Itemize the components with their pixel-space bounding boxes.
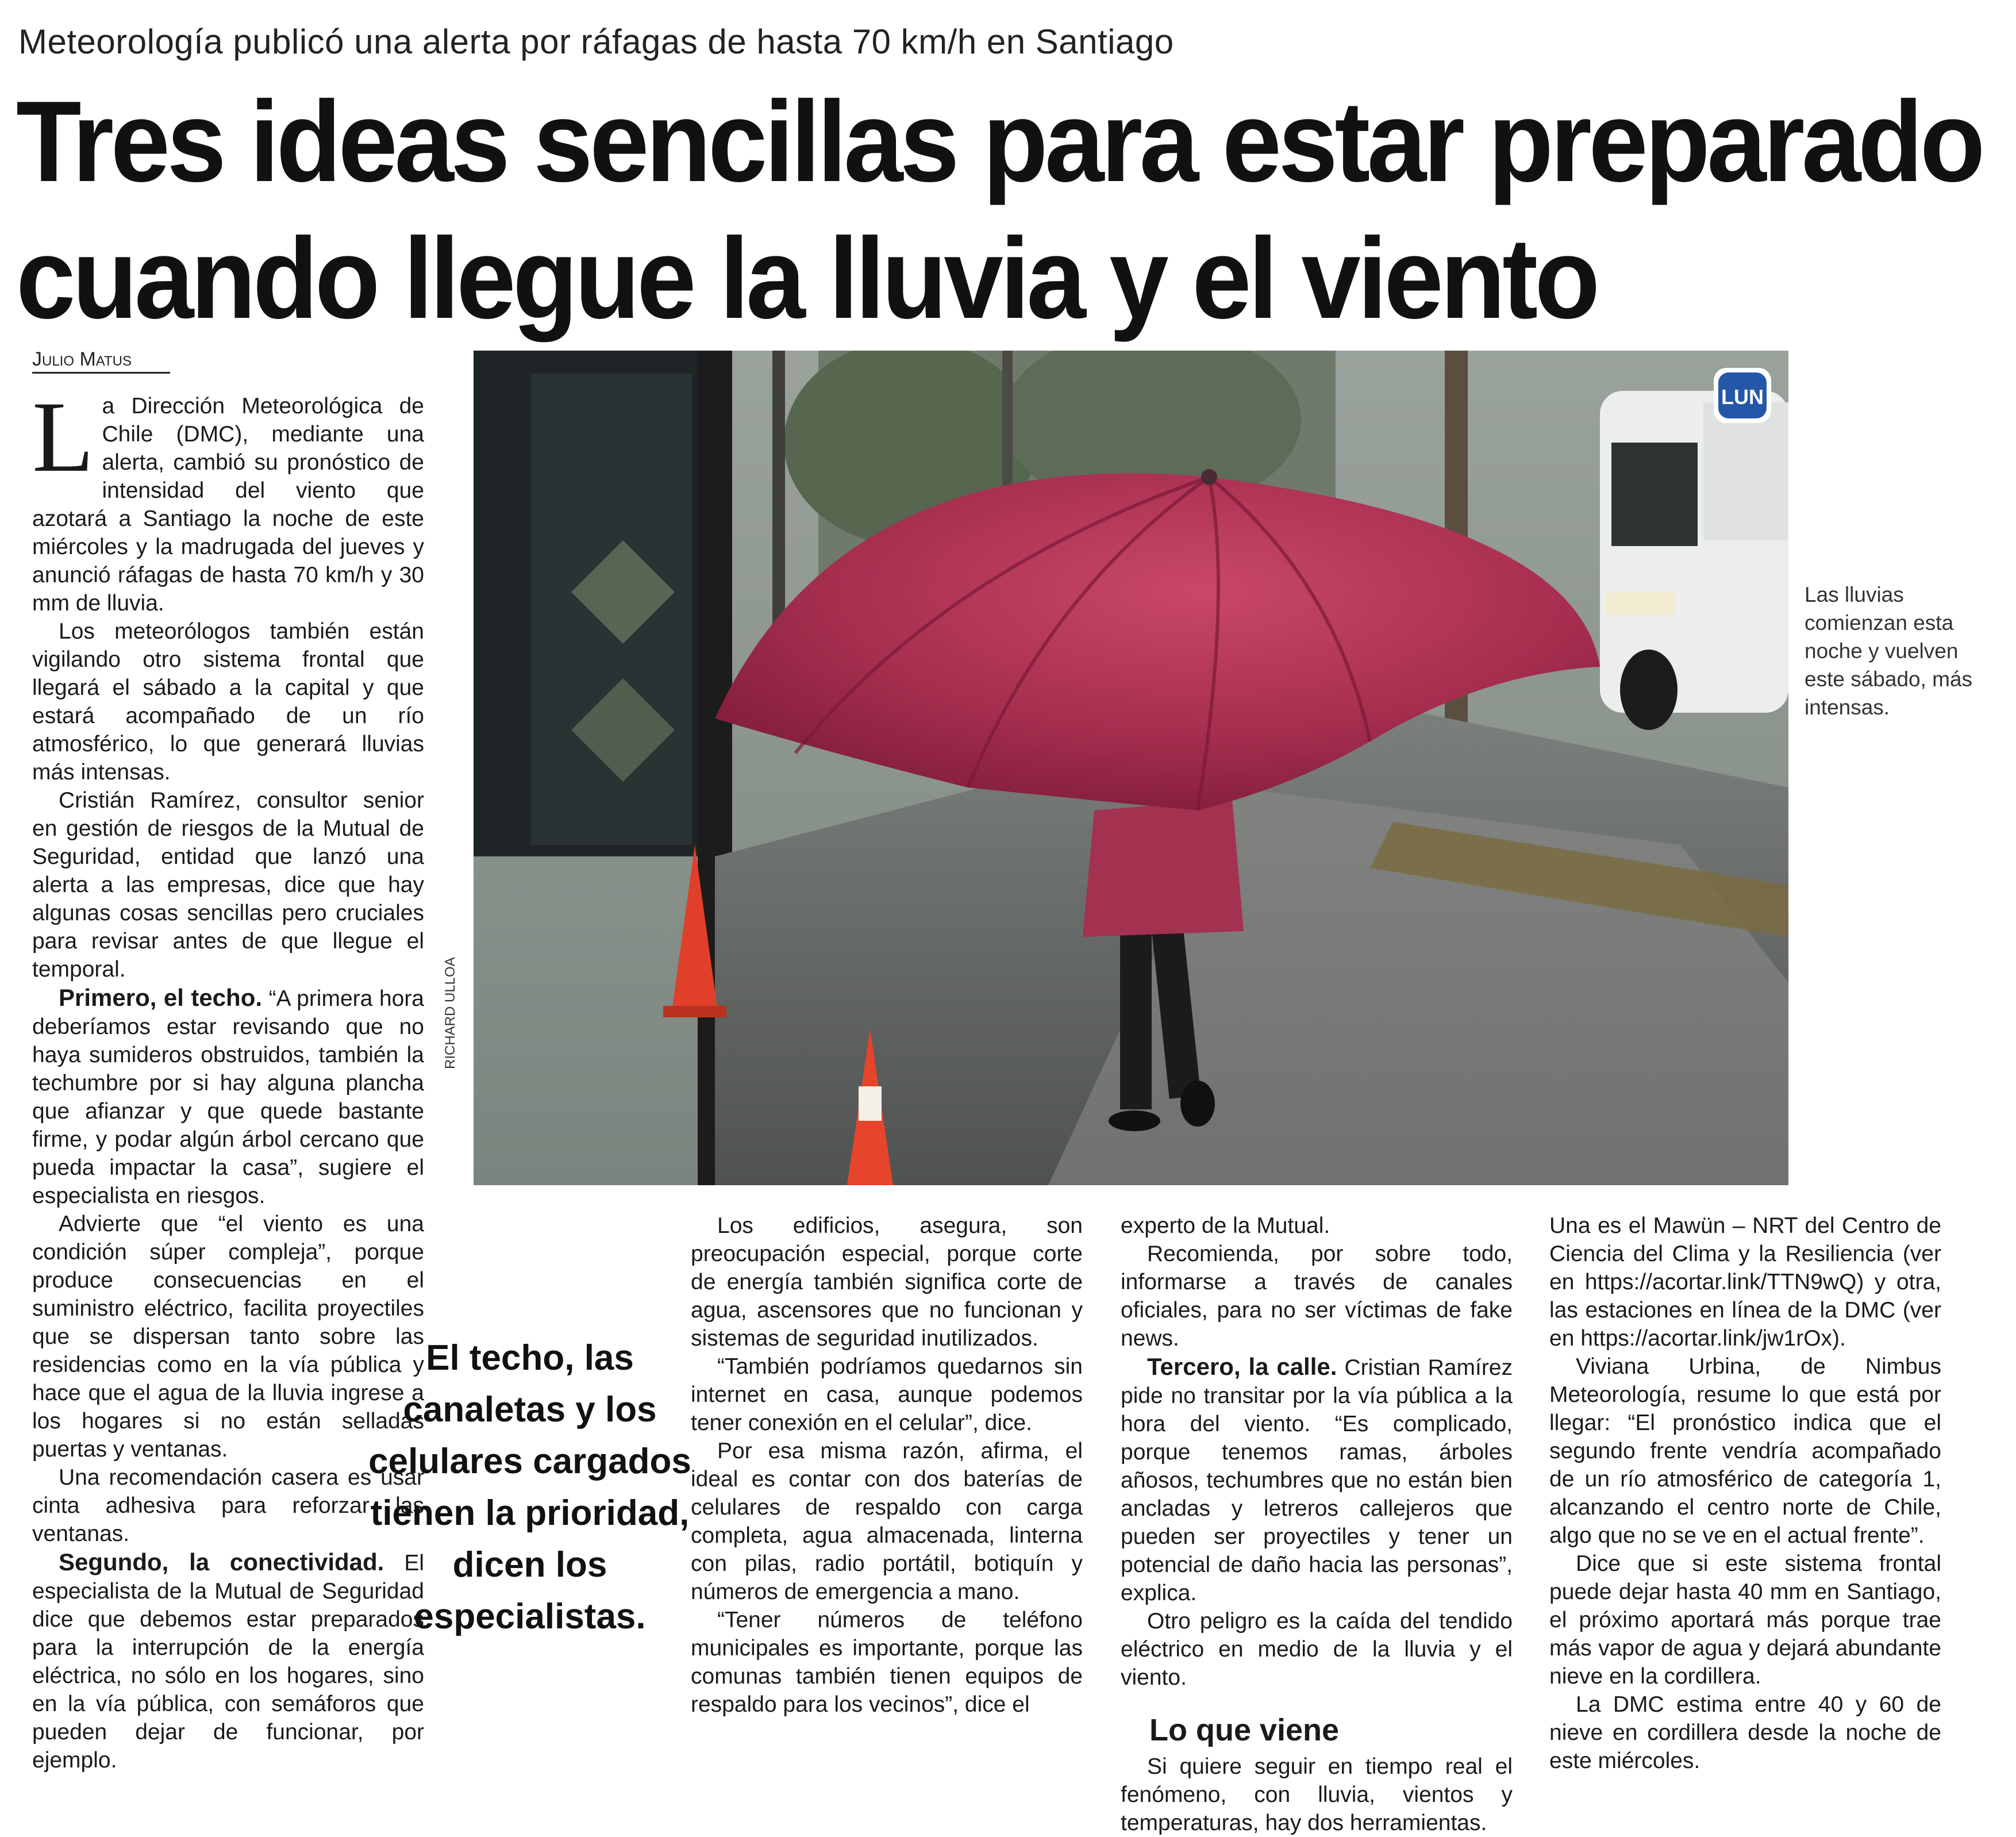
headline-line-2: cuando llegue la lluvia y el viento <box>16 214 1597 343</box>
col2-paragraph-3: Por esa misma razón, afirma, el ideal es contar con dos baterías de celulares de respaldo con carga completa, agua almacenada, linterna con pilas, radio portátil, botiquín y números de emergencia a mano. <box>691 1439 1083 1604</box>
subhead-segundo: Segundo, la conectividad. <box>59 1548 384 1575</box>
photo <box>474 351 1788 1185</box>
col4-paragraph-2: Viviana Urbina, de Nimbus Meteorología, resume lo que está por llegar: “El pronóstico indica que el segundo frente vendría acompañado de un río atmosférico de categoría 1, alcanzando el centro norte de Chile, algo que no se ve en el actual frente”. <box>1549 1354 1941 1548</box>
col3-paragraph-4: Otro peligro es la caída del tendido eléctrico en medio de la lluvia y el viento. <box>1121 1609 1513 1690</box>
col2-paragraph-1: Los edificios, asegura, son preocupación especial, porque corte de energía también significa corte de agua, ascensores que no funcionan y sistemas de seguridad inutilizados. <box>691 1213 1083 1351</box>
kicker: Meteorología publicó una alerta por ráfagas de hasta 70 km/h en Santiago <box>18 22 1174 61</box>
column-3 <box>1121 1212 1513 1837</box>
col1-paragraph-3: Cristián Ramírez, consultor senior en gestión de riesgos de la Mutual de Seguridad, entidad que lanzó una alerta a las empresas, dice que hay algunas cosas sencillas pero cruciales para revisar antes de que llegue el temporal. <box>32 788 424 982</box>
subhead-tercero: Tercero, la calle. <box>1147 1353 1337 1380</box>
headline-line-1: Tres ideas sencillas para estar preparado <box>16 78 1982 206</box>
dropcap: L <box>32 381 94 493</box>
col1-paragraph-1: a Dirección Meteorológica de Chile (DMC), mediante una alerta, cambió su pronóstico de intensidad del viento que azotará a Santiago la noche de este miércoles y la madrugada del jueves y anunció ráfagas de hasta 70 km/h y 30 mm de lluvia. <box>32 394 424 616</box>
col1-paragraph-6: Una recomendación casera es usar cinta adhesiva para reforzar las ventanas. <box>32 1465 424 1546</box>
subhead-primero: Primero, el techo. <box>59 984 263 1011</box>
col4-paragraph-1: Una es el Mawün – NRT del Centro de Ciencia del Clima y la Resiliencia (ver en https://acortar.link/TTN9wQ) y otra, las estaciones en línea de la DMC (ver en https://acortar.link/jw1rOx). <box>1549 1213 1941 1351</box>
photo-caption: Las lluvias comienzan esta noche y vuelven este sábado, más intensas. <box>1805 583 1973 719</box>
col3-paragraph-3: Cristian Ramírez pide no transitar por la vía pública a la hora del viento. “Es complicado, porque tenemos ramas, árboles añosos, techumbres que no están bien ancladas y letreros callejeros que pueden ser proyectiles y tener un potencial de daño hacia las personas”, explica. <box>1121 1355 1513 1605</box>
byline <box>32 348 170 374</box>
column-4 <box>1549 1212 1941 1775</box>
col3-paragraph-2: Recomienda, por sobre todo, informarse a través de canales oficiales, para no ser víctimas de fake news. <box>1121 1242 1513 1351</box>
section-title-lo-que-viene: Lo que viene <box>1149 1713 1340 1747</box>
col2-paragraph-4: “Tener números de teléfono municipales es importante, porque las comunas también tienen equipos de respaldo para los vecinos”, dice el <box>691 1608 1083 1717</box>
photo-credit: RICHARD ULLOA <box>443 957 458 1069</box>
col4-paragraph-4: La DMC estima entre 40 y 60 de nieve en cordillera desde la noche de este miércoles. <box>1549 1692 1941 1773</box>
byline-text: Julio Matus <box>32 348 132 370</box>
col3-paragraph-5: Si quiere seguir en tiempo real el fenómeno, con lluvia, vientos y temperaturas, hay dos herramientas. <box>1121 1754 1513 1835</box>
lun-logo-text: LUN <box>1721 385 1764 409</box>
headline <box>16 74 1982 347</box>
col1-paragraph-7: El especialista de la Mutual de Seguridad dice que debemos estar preparados para la interrupción de la energía eléctrica, no sólo en los hogares, sino en la vía pública, con semáforos que pueden dejar de funcionar, por ejemplo. <box>32 1551 424 1773</box>
col2-paragraph-2: “También podríamos quedarnos sin internet en casa, aunque podemos tener conexión en el celular”, dice. <box>691 1354 1083 1435</box>
col1-paragraph-4: “A primera hora deberíamos estar revisando que no haya sumideros obstruidos, también la techumbre por si hay alguna plancha que afianzar y que quede bastante firme, y podar algún árbol cercano que pueda impactar la casa”, sugiere el especialista en riesgos. <box>32 986 424 1208</box>
col1-paragraph-5: Advierte que “el viento es una condición súper compleja”, porque produce consecuencias en el suministro eléctrico, facilita proyectiles que se dispersan tanto sobre las residencias como en la vía pública y hace que el agua de la lluvia ingrese a los hogares si no están selladas puertas y ventanas. <box>32 1212 424 1462</box>
col1-paragraph-2: Los meteorólogos también están vigilando otro sistema frontal que llegará el sábado a la capital y que estará acompañado de un río atmosférico, lo que generará lluvias más intensas. <box>32 619 424 785</box>
col4-paragraph-3: Dice que si este sistema frontal puede dejar hasta 40 mm en Santiago, el próximo aportará más porque trae más vapor de agua y dejará abundante nieve en la cordillera. <box>1549 1551 1941 1689</box>
pull-quote: El techo, las canaletas y los celulares cargados tienen la prioridad, dicen los especialistas. <box>368 1338 691 1636</box>
col3-paragraph-1: experto de la Mutual. <box>1121 1213 1330 1238</box>
photo-illustration <box>474 351 1788 1185</box>
column-2 <box>691 1212 1083 1719</box>
